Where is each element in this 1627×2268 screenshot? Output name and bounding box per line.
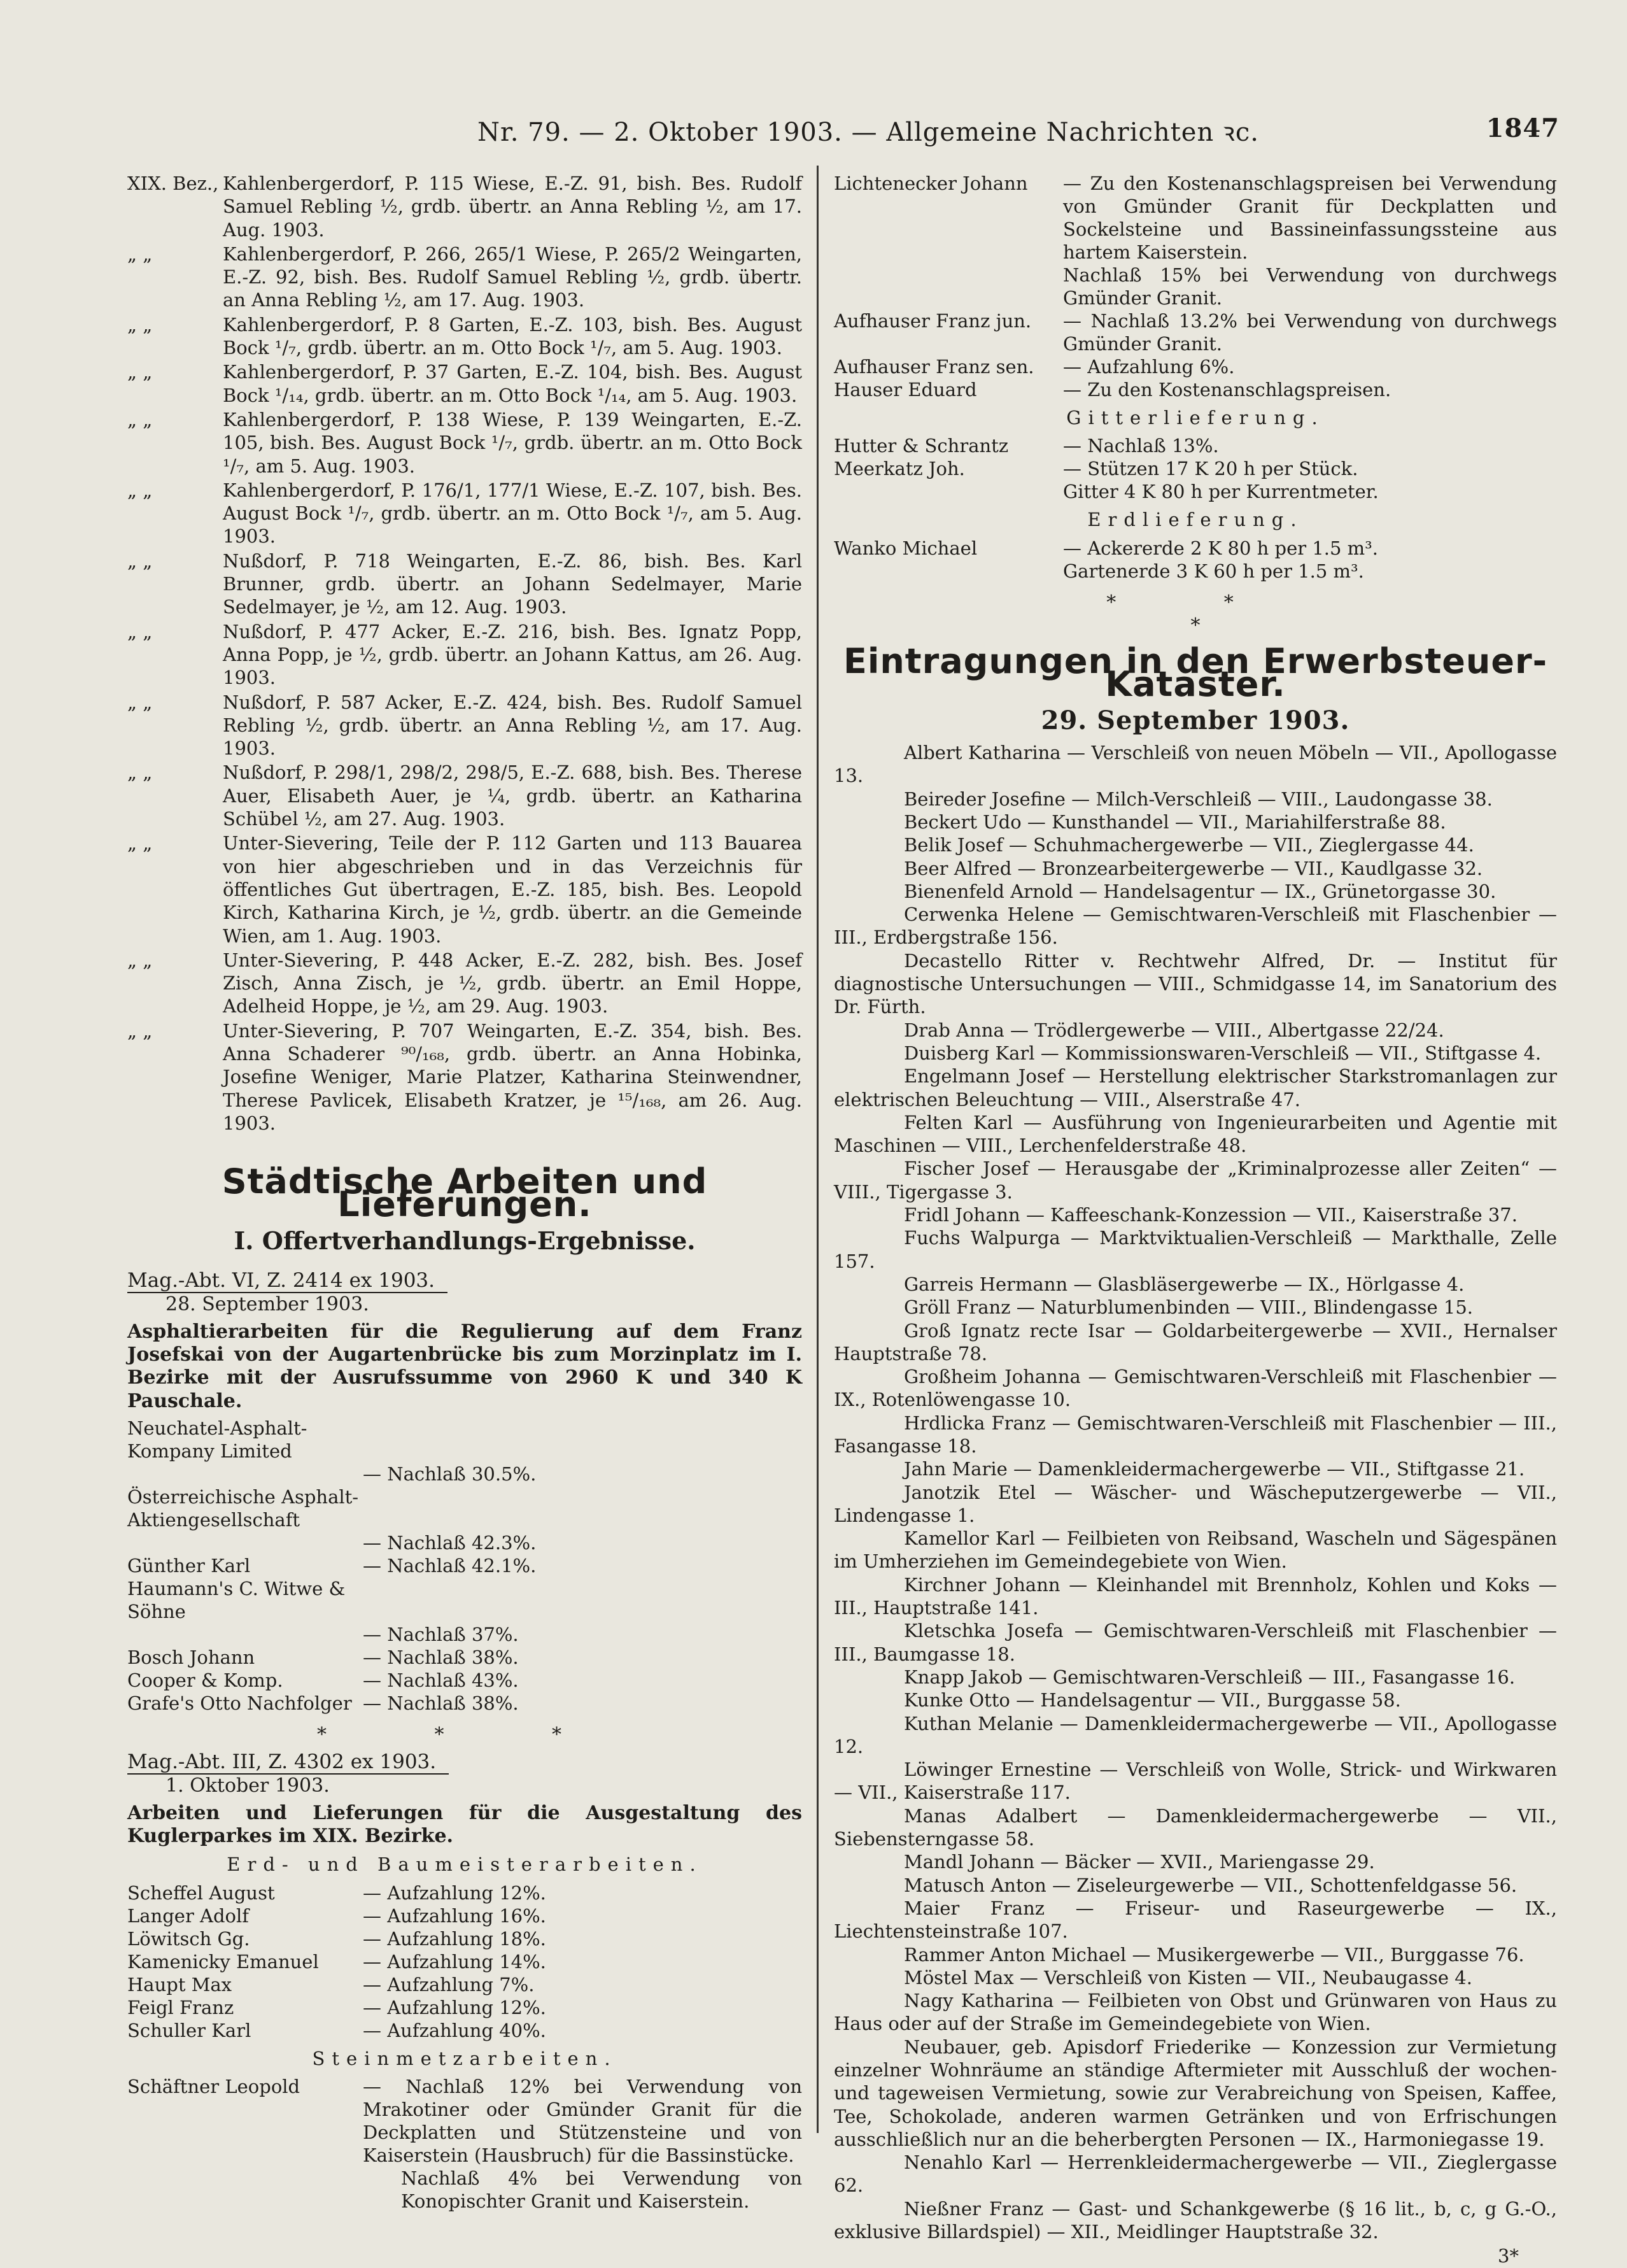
bidder-name xyxy=(834,560,1063,583)
bidder-name: Hauser Eduard xyxy=(834,379,977,400)
offer-date: 28. September 1903. xyxy=(166,1293,369,1316)
bid-value xyxy=(363,1485,802,1531)
list-item: Fridl Johann — Kaffeeschank-Konzession — VII., Kaiserstraße 37. xyxy=(904,1204,1518,1226)
list-item: Kuthan Melanie — Damenkleidermachergewerbe — VII., Apollogasse 12. xyxy=(834,1712,1557,1757)
bid-value: — Aufzahlung 7%. xyxy=(363,1973,535,1995)
bidder-name: Haupt Max xyxy=(127,1973,232,1995)
entry-text: Nußdorf, P. 298/1, 298/2, 298/5, E.-Z. 688, bish. Bes. Therese Auer, Elisabeth Auer, je ¼, grdb. übertr. an Katharina Schübel ½, am 27. Aug. 1903. xyxy=(223,762,802,830)
bidder-name: Langer Adolf xyxy=(127,1904,250,1927)
entry-text: Kahlenbergerdorf, P. 138 Wiese, P. 139 Weingarten, E.-Z. 105, bish. Bes. August Bock ¹/₇, grdb. übertr. an m. Otto Bock ¹/₇, am 5. Aug. 1903. xyxy=(223,408,802,477)
subheading-earthworks: Erd- und Baumeisterarbeiten. xyxy=(227,1853,703,1876)
list-item: Kamellor Karl — Feilbieten von Reibsand, Wascheln und Sägespänen im Umherziehen im Gemeindegebiete von Wien. xyxy=(834,1527,1557,1573)
list-item xyxy=(127,172,802,241)
offer-row xyxy=(127,2075,802,2213)
list-item: Matusch Anton — Ziseleurgewerbe — VII., Schottenfeldgasse 56. xyxy=(904,1874,1518,1896)
register-date: 29. September 1903. xyxy=(1041,705,1350,735)
offer-row xyxy=(834,355,1557,378)
bid-value: — Nachlaß 13%. xyxy=(1063,435,1219,457)
offer-row xyxy=(127,2019,802,2042)
list-item xyxy=(127,549,802,619)
entry-text: Unter-Sievering, P. 448 Acker, E.-Z. 282, bish. Bes. Josef Zisch, Anna Zisch, je ½, grdb. übertr. an Emil Hoppe, Adelheid Hoppe, je ½, am 29. Aug. 1903. xyxy=(223,949,802,1017)
bidder-name xyxy=(127,1531,363,1554)
offer-row xyxy=(834,172,1557,264)
bid-value: — Nachlaß 42.1%. xyxy=(363,1554,537,1577)
list-item xyxy=(127,408,802,478)
bid-value: Gartenerde 3 K 60 h per 1.5 m³. xyxy=(1063,560,1364,582)
bidder-name: Bosch Johann xyxy=(127,1646,255,1668)
bidder-name xyxy=(834,264,1063,309)
offer-row xyxy=(127,1882,802,1904)
list-item: Kletschka Josefa — Gemischtwaren-Verschleiß mit Flaschenbier — III., Baumgasse 18. xyxy=(834,1620,1557,1665)
bidder-name xyxy=(834,480,1063,503)
list-item: Beckert Udo — Kunsthandel — VII., Mariahilferstraße 88. xyxy=(904,811,1446,833)
list-item: Belik Josef — Schuhmachergewerbe — VII., Zieglergasse 44. xyxy=(904,834,1474,856)
list-item: Kirchner Johann — Kleinhandel mit Brennholz, Kohlen und Koks — III., Hauptstraße 141. xyxy=(834,1573,1557,1619)
offer-row xyxy=(127,1927,802,1950)
list-item xyxy=(127,620,802,690)
list-item xyxy=(127,479,802,548)
list-item xyxy=(127,949,802,1018)
district-mark: „ „ xyxy=(127,408,153,430)
bid-value: — Aufzahlung 40%. xyxy=(363,2019,546,2041)
bid-value: — Aufzahlung 6%. xyxy=(1063,356,1235,378)
district-mark: „ „ xyxy=(127,1019,153,1042)
entry-text: Unter-Sievering, Teile der P. 112 Garten und 113 Bauarea von hier abgeschrieben und in das Verzeichnis für öffentliches Gut übertragen, E.-Z. 185, bish. Bes. Leopold Kirch, Katharina Kirch, je ½, grdb. übertr. an die Gemeinde Wien, am 1. Aug. 1903. xyxy=(223,832,802,947)
offer-row xyxy=(127,1577,802,1623)
offer-row xyxy=(834,537,1557,560)
offer-reference: Mag.-Abt. III, Z. 4302 ex 1903. xyxy=(127,1750,449,1775)
bid-value xyxy=(363,1417,802,1463)
district-mark: „ „ xyxy=(127,243,153,265)
list-item: Jahn Marie — Damenkleidermachergewerbe — VII., Stiftgasse 21. xyxy=(904,1458,1525,1480)
list-item: Maier Franz — Friseur- und Raseurgewerbe — IX., Liechtensteinstraße 107. xyxy=(834,1897,1557,1943)
offer-row xyxy=(127,1996,802,2019)
bid-value: — Nachlaß 30.5%. xyxy=(363,1463,537,1485)
bid-value: Nachlaß 15% bei Verwendung von durchwegs Gmünder Granit. xyxy=(1063,264,1557,309)
bid-value: — Aufzahlung 12%. xyxy=(363,1882,546,1904)
bidder-name: Cooper & Komp. xyxy=(127,1669,283,1691)
list-item: Cerwenka Helene — Gemischtwaren-Verschleiß mit Flaschenbier — III., Erdbergstraße 156. xyxy=(834,904,1557,949)
list-item: Kunke Otto — Handelsagentur — VII., Burggasse 58. xyxy=(904,1689,1401,1712)
bid-value: — Nachlaß 42.3%. xyxy=(363,1531,537,1554)
list-item: Manas Adalbert — Damenkleidermachergewerbe — VII., Siebensterngasse 58. xyxy=(834,1804,1557,1850)
list-item xyxy=(127,1019,802,1135)
district-mark: „ „ xyxy=(127,832,153,854)
separator-stars: * * xyxy=(1106,591,1285,614)
entry-text: Nußdorf, P. 587 Acker, E.-Z. 424, bish. Bes. Rudolf Samuel Rebling ½, grdb. übertr. an Anna Rebling ½, am 17. Aug. 1903. xyxy=(223,691,802,760)
bid-value: — Stützen 17 K 20 h per Stück. xyxy=(1063,458,1358,480)
bid-value: — Nachlaß 38%. xyxy=(363,1692,519,1714)
offer-row xyxy=(834,434,1557,457)
offer-block-asphalt xyxy=(127,1265,802,1715)
offer-row xyxy=(127,1646,802,1669)
bid-value xyxy=(363,1577,802,1623)
entry-text: Nußdorf, P. 718 Weingarten, E.-Z. 86, bish. Bes. Karl Brunner, grdb. übertr. an Johann Sedelmayer, Marie Sedelmayer, je ½, am 12. Aug. 1903. xyxy=(223,549,802,618)
offer-row xyxy=(834,457,1557,480)
offer-row xyxy=(127,1531,802,1554)
bid-value: — Nachlaß 38%. xyxy=(363,1646,519,1668)
list-item: Nießner Franz — Gast- und Schankgewerbe (§ 16 lit., b, c, g G.-O., exklusive Billardspiel) — XII., Meidlinger Hauptstraße 32. xyxy=(834,2197,1557,2243)
bidder-name: Grafe's Otto Nachfolger xyxy=(127,1692,352,1714)
bid-value: — Nachlaß 37%. xyxy=(363,1623,519,1645)
offer-row xyxy=(834,480,1557,503)
list-item: Garreis Hermann — Glasbläsergewerbe — IX., Hörlgasse 4. xyxy=(904,1273,1465,1295)
header-title: Nr. 79. — 2. Oktober 1903. — Allgemeine Nachrichten ꝛc. xyxy=(477,118,1260,147)
bid-value: — Zu den Kostenanschlagspreisen bei Verwendung von Gmünder Granit für Deckplatten und Sockelsteine und Bassineinfassungssteine aus hartem Kaiserstein. xyxy=(1063,173,1557,263)
offer-row xyxy=(127,1973,802,1996)
list-item xyxy=(127,761,802,830)
list-item: Drab Anna — Trödlergewerbe — VIII., Albertgasse 22/24. xyxy=(904,1019,1444,1041)
list-item xyxy=(127,691,802,760)
district-mark: XIX. Bez., xyxy=(127,173,219,194)
separator-star: * xyxy=(1190,614,1201,637)
district-mark: „ „ xyxy=(127,361,153,383)
list-item: Felten Karl — Ausführung von Ingenieurarbeiten und Agentie mit Maschinen — VIII., Lerchenfelderstraße 48. xyxy=(834,1111,1557,1157)
bid-value: — Ackererde 2 K 80 h per 1.5 m³. xyxy=(1063,537,1379,559)
offer-row xyxy=(834,264,1557,309)
list-item: Rammer Anton Michael — Musikergewerbe — VII., Burggasse 76. xyxy=(904,1943,1525,1966)
list-item xyxy=(127,832,802,947)
list-item: Möstel Max — Verschleiß von Kisten — VII., Neubaugasse 4. xyxy=(904,1966,1472,1988)
entry-text: Kahlenbergerdorf, P. 37 Garten, E.-Z. 104, bish. Bes. August Bock ¹/₁₄, grdb. übertr. an m. Otto Bock ¹/₁₄, am 5. Aug. 1903. xyxy=(223,361,802,406)
page-header xyxy=(76,113,1566,152)
entry-text: Unter-Sievering, P. 707 Weingarten, E.-Z. 354, bish. Bes. Anna Schaderer ⁹⁰/₁₆₈, grdb. übertr. an Anna Hobinka, Josefine Weniger, Marie Platzer, Katharina Steinwendner, Therese Pavlicek, Elisabeth Kratzer, je ¹⁵/₁₆₈, am 26. Aug. 1903. xyxy=(223,1019,802,1134)
list-item: Hrdlicka Franz — Gemischtwaren-Verschleiß mit Flaschenbier — III., Fasangasse 18. xyxy=(834,1412,1557,1457)
list-item: Fischer Josef — Herausgabe der „Kriminalprozesse aller Zeiten“ — VIII., Tigergasse 3. xyxy=(834,1158,1557,1203)
list-item: Duisberg Karl — Kommissionswaren-Verschleiß — VII., Stiftgasse 4. xyxy=(904,1042,1542,1064)
district-mark: „ „ xyxy=(127,691,153,713)
list-item: Löwinger Ernestine — Verschleiß von Wolle, Strick- und Wirkwaren — VII., Kaiserstraße 117. xyxy=(834,1759,1557,1804)
offer-row xyxy=(127,1904,802,1927)
list-item: Nenahlo Karl — Herrenkleidermachergewerbe — VII., Zieglergasse 62. xyxy=(834,2151,1557,2197)
list-item: Fuchs Walpurga — Marktviktualien-Verschleiß — Markthalle, Zelle 157. xyxy=(834,1227,1557,1272)
stonework-results-continued xyxy=(834,172,1557,401)
district-mark: „ „ xyxy=(127,549,153,572)
offer-row xyxy=(834,378,1557,401)
list-item: Gröll Franz — Naturblumenbinden — VIII., Blindengasse 15. xyxy=(904,1296,1474,1319)
bid-value: — Nachlaß 43%. xyxy=(363,1669,519,1691)
bidder-name: Lichtenecker Johann xyxy=(834,173,1028,194)
right-column xyxy=(834,172,1557,2267)
list-item: Knapp Jakob — Gemischtwaren-Verschleiß — III., Fasangasse 16. xyxy=(904,1666,1516,1688)
list-item: Beer Alfred — Bronzearbeitergewerbe — VII., Kaudlgasse 32. xyxy=(904,857,1483,879)
bidder-name: Neuchatel-Asphalt-Kompany Limited xyxy=(127,1417,307,1462)
bidder-name: Wanko Michael xyxy=(834,537,978,559)
bidder-name: Aufhauser Franz sen. xyxy=(834,356,1034,378)
offer-row xyxy=(127,1623,802,1646)
bid-value: — Aufzahlung 18%. xyxy=(363,1927,546,1950)
offer-row xyxy=(834,560,1557,583)
bidder-name: Löwitsch Gg. xyxy=(127,1927,250,1950)
list-item: Groß Ignatz recte Isar — Goldarbeitergewerbe — XVII., Hernalser Hauptstraße 78. xyxy=(834,1319,1557,1364)
entry-text: Kahlenbergerdorf, P. 176/1, 177/1 Wiese, E.-Z. 107, bish. Bes. August Bock ¹/₇, grdb. übertr. an m. Otto Bock ¹/₇, am 5. Aug. 1903. xyxy=(223,479,802,548)
offer-reference: Mag.-Abt. VI, Z. 2414 ex 1903. xyxy=(127,1269,447,1293)
offer-description: Arbeiten und Lieferungen für die Ausgestaltung des Kuglerparkes im XIX. Bezirke. xyxy=(127,1801,802,1848)
entry-text: Kahlenbergerdorf, P. 266, 265/1 Wiese, P. 265/2 Weingarten, E.-Z. 92, bish. Bes. Rudolf Samuel Rebling ½, grdb. übertr. an Anna Rebling ½, am 17. Aug. 1903. xyxy=(223,243,802,311)
bidder-name: Scheffel August xyxy=(127,1882,275,1904)
entry-text: Kahlenbergerdorf, P. 115 Wiese, E.-Z. 91, bish. Bes. Rudolf Samuel Rebling ½, grdb. übertr. an Anna Rebling ½, am 17. Aug. 1903. xyxy=(223,173,802,241)
bidder-name xyxy=(127,1463,363,1485)
bid-value: — Nachlaß 12% bei Verwendung von Mrakotiner oder Gmünder Granit für die Deckplatten und Stützensteine und von Kaiserstein (Hausbruch) für die Bassinstücke. Nachlaß 4% bei Verwendung von Konopischter Granit und Kaiserstein. xyxy=(363,2075,802,2212)
offer-row xyxy=(834,309,1557,355)
entry-text: Nußdorf, P. 477 Acker, E.-Z. 216, bish. Bes. Ignatz Popp, Anna Popp, je ½, grdb. übertr. an Johann Kattus, am 26. Aug. 1903. xyxy=(223,620,802,689)
list-item: Bienenfeld Arnold — Handelsagentur — IX., Grünetorgasse 30. xyxy=(904,880,1497,902)
subheading-fence: Gitterlieferung. xyxy=(1066,407,1325,429)
tax-register-list xyxy=(834,741,1557,2243)
bid-value: — Aufzahlung 12%. xyxy=(363,1996,546,2018)
bidder-name: Österreichische Asphalt-Aktiengesellschaft xyxy=(127,1485,359,1531)
bidder-name: Schäftner Leopold xyxy=(127,2075,300,2097)
bidder-name: Hutter & Schrantz xyxy=(834,435,1009,457)
offer-description: Asphaltierarbeiten für die Regulierung auf dem Franz Josefskai von der Augartenbrücke bis zum Morzinplatz im I. Bezirke mit der Ausrufssumme von 2960 K und 340 K Pauschale. xyxy=(127,1320,802,1412)
section-title-tax-register: Eintragungen in den Erwerbsteuer-Kataster. xyxy=(843,641,1548,705)
bid-value: — Aufzahlung 16%. xyxy=(363,1904,546,1927)
list-item: Nagy Katharina — Feilbieten von Obst und Grünwaren von Haus zu Haus oder auf der Straße im Gemeindegebiete von Wien. xyxy=(834,1990,1557,2035)
bid-value: Gitter 4 K 80 h per Kurrentmeter. xyxy=(1063,481,1379,503)
list-item: Mandl Johann — Bäcker — XVII., Mariengasse 29. xyxy=(904,1851,1375,1873)
bid-value: — Zu den Kostenanschlagspreisen. xyxy=(1063,379,1391,400)
separator-stars: * * * xyxy=(316,1723,613,1746)
page-number: 1847 xyxy=(1486,113,1560,143)
subheading-soil: Erdlieferung. xyxy=(1087,509,1304,531)
bid-value: — Aufzahlung 14%. xyxy=(363,1950,546,1973)
bidder-name xyxy=(127,1623,363,1646)
bidder-name: Haumann's C. Witwe & Söhne xyxy=(127,1577,346,1622)
offer-date: 1. Oktober 1903. xyxy=(166,1775,330,1797)
district-mark: „ „ xyxy=(127,949,153,971)
property-register-list xyxy=(127,172,802,1135)
offer-results xyxy=(127,1882,802,2042)
list-item: Großheim Johanna — Gemischtwaren-Verschleiß mit Flaschenbier — IX., Rotenlöwengasse 10. xyxy=(834,1366,1557,1411)
fence-results xyxy=(834,434,1557,503)
list-item xyxy=(127,360,802,407)
soil-results xyxy=(834,537,1557,583)
list-item: Engelmann Josef — Herstellung elektrischer Starkstromanlagen zur elektrischen Beleuchtung — VIII., Alserstraße 47. xyxy=(834,1065,1557,1110)
bid-value: — Nachlaß 13.2% bei Verwendung von durchwegs Gmünder Granit. xyxy=(1063,310,1557,355)
offer-row xyxy=(127,1417,802,1463)
bidder-name: Aufhauser Franz jun. xyxy=(834,310,1032,332)
bidder-name: Schuller Karl xyxy=(127,2019,251,2041)
district-mark: „ „ xyxy=(127,620,153,642)
list-item xyxy=(127,243,802,312)
offer-results xyxy=(127,1417,802,1715)
list-item: Decastello Ritter v. Rechtwehr Alfred, Dr. — Institut für diagnostische Untersuchungen — VIII., Schmidgasse 14, im Sanatorium des Dr. Fürth. xyxy=(834,949,1557,1018)
bidder-name: Kamenicky Emanuel xyxy=(127,1950,319,1973)
offer-row xyxy=(127,1950,802,1973)
subsection-title-offers: I. Offertverhandlungs-Ergebnisse. xyxy=(234,1226,696,1255)
offer-row xyxy=(127,1554,802,1577)
left-column xyxy=(127,172,802,2212)
offer-row xyxy=(127,1669,802,1692)
district-mark: „ „ xyxy=(127,313,153,336)
bidder-name: Günther Karl xyxy=(127,1554,251,1577)
bidder-name: Feigl Franz xyxy=(127,1996,234,2018)
list-item: Albert Katharina — Verschleiß von neuen Möbeln — VII., Apollogasse 13. xyxy=(834,742,1557,787)
list-item xyxy=(127,313,802,360)
list-item: Janotzik Etel — Wäscher- und Wäscheputzergewerbe — VII., Lindengasse 1. xyxy=(834,1481,1557,1526)
subheading-stonework: Steinmetzarbeiten. xyxy=(312,2047,617,2069)
offer-row xyxy=(127,1463,802,1485)
district-mark: „ „ xyxy=(127,479,153,501)
list-item: Neubauer, geb. Apisdorf Friederike — Konzession zur Vermietung einzelner Wohnräume an ständige Aftermieter mit Ausschluß der wochen- und tageweisen Vermietung, sowie zur Verabreichung von Speisen, Kaffee, Tee, Schokolade, anderen warmen Getränken und von Erfrischungen ausschließlich nur an die beherbergten Personen — IX., Harmoniegasse 19. xyxy=(834,2036,1557,2150)
offer-row xyxy=(127,1485,802,1531)
list-item: Beireder Josefine — Milch-Verschleiß — VIII., Laudongasse 38. xyxy=(904,788,1493,810)
column-divider xyxy=(817,166,819,2133)
bidder-name: Meerkatz Joh. xyxy=(834,458,965,480)
signature-mark: 3* xyxy=(1498,2245,1519,2267)
section-title-works: Städtische Arbeiten und Lieferungen. xyxy=(222,1161,708,1225)
district-mark: „ „ xyxy=(127,762,153,784)
offer-block-kuglerpark xyxy=(127,1747,802,2213)
entry-text: Kahlenbergerdorf, P. 8 Garten, E.-Z. 103, bish. Bes. August Bock ¹/₇, grdb. übertr. an m. Otto Bock ¹/₇, am 5. Aug. 1903. xyxy=(223,313,802,359)
offer-row xyxy=(127,1692,802,1715)
